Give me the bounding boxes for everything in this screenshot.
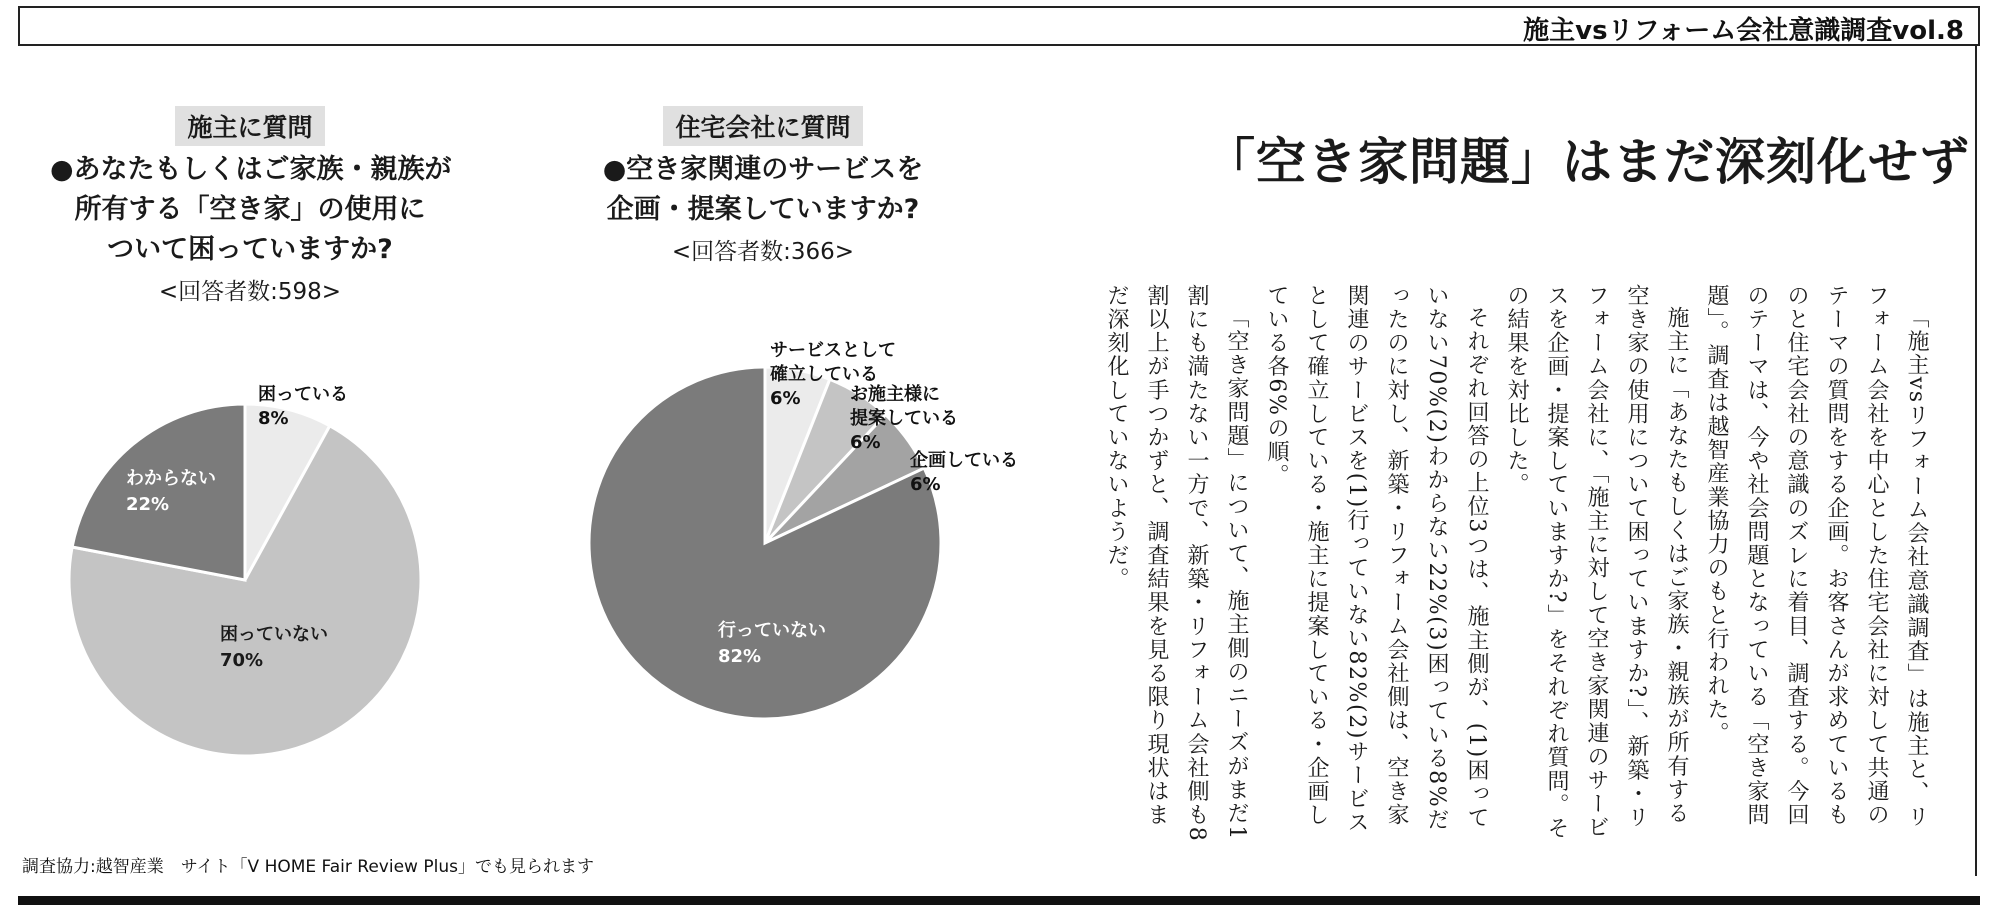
company-pie-chart xyxy=(580,330,1030,750)
company-slice-label-proposing-2: 提案している xyxy=(850,408,958,429)
company-question-block xyxy=(563,106,963,272)
series-title: 施主vsリフォーム会社意識調査vol.8 xyxy=(1523,16,1964,46)
owner-pie-chart xyxy=(40,370,460,750)
right-border xyxy=(1975,46,1977,876)
article-paragraph-1: 「施主vsリフォーム会社意識調査」は施主と、リフォーム会社を中心とした住宅会社に対して共通のテーマの質問をする企画。お客さんが求めているものと住宅会社の意識のズレに着目、調査する。今回のテーマは、今や社会問題となっている「空き家問題」。調査は越智産業協力のもと行われた。 xyxy=(1704,284,1929,829)
article-paragraph-2: 施主に「あなたもしくはご家族・親族が所有する空き家の使用について困っていますか?」、新築・リフォーム会社に、「施主に対して空き家関連のサービスを企画・提案していますか?」をそれぞれ質問。その結果を対比した。 xyxy=(1504,284,1689,841)
owner-slice-value-not-troubled: 70% xyxy=(220,650,264,671)
header-bar xyxy=(18,6,1980,46)
company-slice-value-not-doing: 82% xyxy=(718,646,762,667)
owner-slice-label-troubled: 困っている xyxy=(258,384,348,405)
company-slice-label-proposing-1: お施主様に xyxy=(850,384,940,405)
company-slice-label-established-1: サービスとして xyxy=(770,340,896,361)
article-paragraph-4: 「空き家問題」について、施主側のニーズがまだ1割にも満たない一方で、新築・リフォーム会社側も8割以上が手つかずと、調査結果を見る限り現状はまだ深刻化していないようだ。 xyxy=(1104,284,1249,843)
owner-slice-value-unknown: 22% xyxy=(126,494,170,515)
company-slice-label-established-2: 確立している xyxy=(770,364,878,385)
owner-question-block xyxy=(50,106,450,312)
owner-slice-label-not-troubled: 困っていない xyxy=(220,624,328,645)
owner-question-line-1: ●あなたもしくはご家族・親族が xyxy=(50,154,452,185)
article-body xyxy=(1104,284,1936,844)
company-question-line-2: 企画・提案していますか? xyxy=(606,194,920,225)
bottom-rule xyxy=(18,896,1980,905)
article-headline: 「空き家問題」はまだ深刻化せず xyxy=(1205,133,1970,191)
article-paragraph-3: それぞれ回答の上位3つは、施主側が、(1)困っていない70%(2)わからない22%(3)困っている8%だったのに対し、新築・リフォーム会社側は、空き家関連のサービスを(1)行っていない82%(2)サービスとして確立している・施主に提案している・企画している各6%の順。 xyxy=(1264,284,1489,835)
company-question-tag: 住宅会社に質問 xyxy=(663,106,862,146)
owner-slice-label-unknown: わからない xyxy=(126,468,216,489)
owner-question-tag: 施主に質問 xyxy=(175,106,324,146)
survey-credit: 調査協力:越智産業 サイト「V HOME Fair Review Plus」でも見られます xyxy=(22,857,594,877)
company-respondent-count: <回答者数:366> xyxy=(671,239,855,265)
owner-slice-value-troubled: 8% xyxy=(258,408,289,429)
company-slice-label-planning: 企画している xyxy=(910,450,1018,471)
company-slice-value-established: 6% xyxy=(770,388,801,409)
owner-question-line-3: ついて困っていますか? xyxy=(107,234,393,265)
company-slice-label-not-doing: 行っていない xyxy=(718,620,826,641)
owner-question-line-2: 所有する「空き家」の使用に xyxy=(74,194,426,225)
owner-respondent-count: <回答者数:598> xyxy=(158,279,342,305)
company-question-line-1: ●空き家関連のサービスを xyxy=(602,154,924,185)
company-slice-value-planning: 6% xyxy=(910,474,941,495)
company-slice-value-proposing: 6% xyxy=(850,432,881,453)
